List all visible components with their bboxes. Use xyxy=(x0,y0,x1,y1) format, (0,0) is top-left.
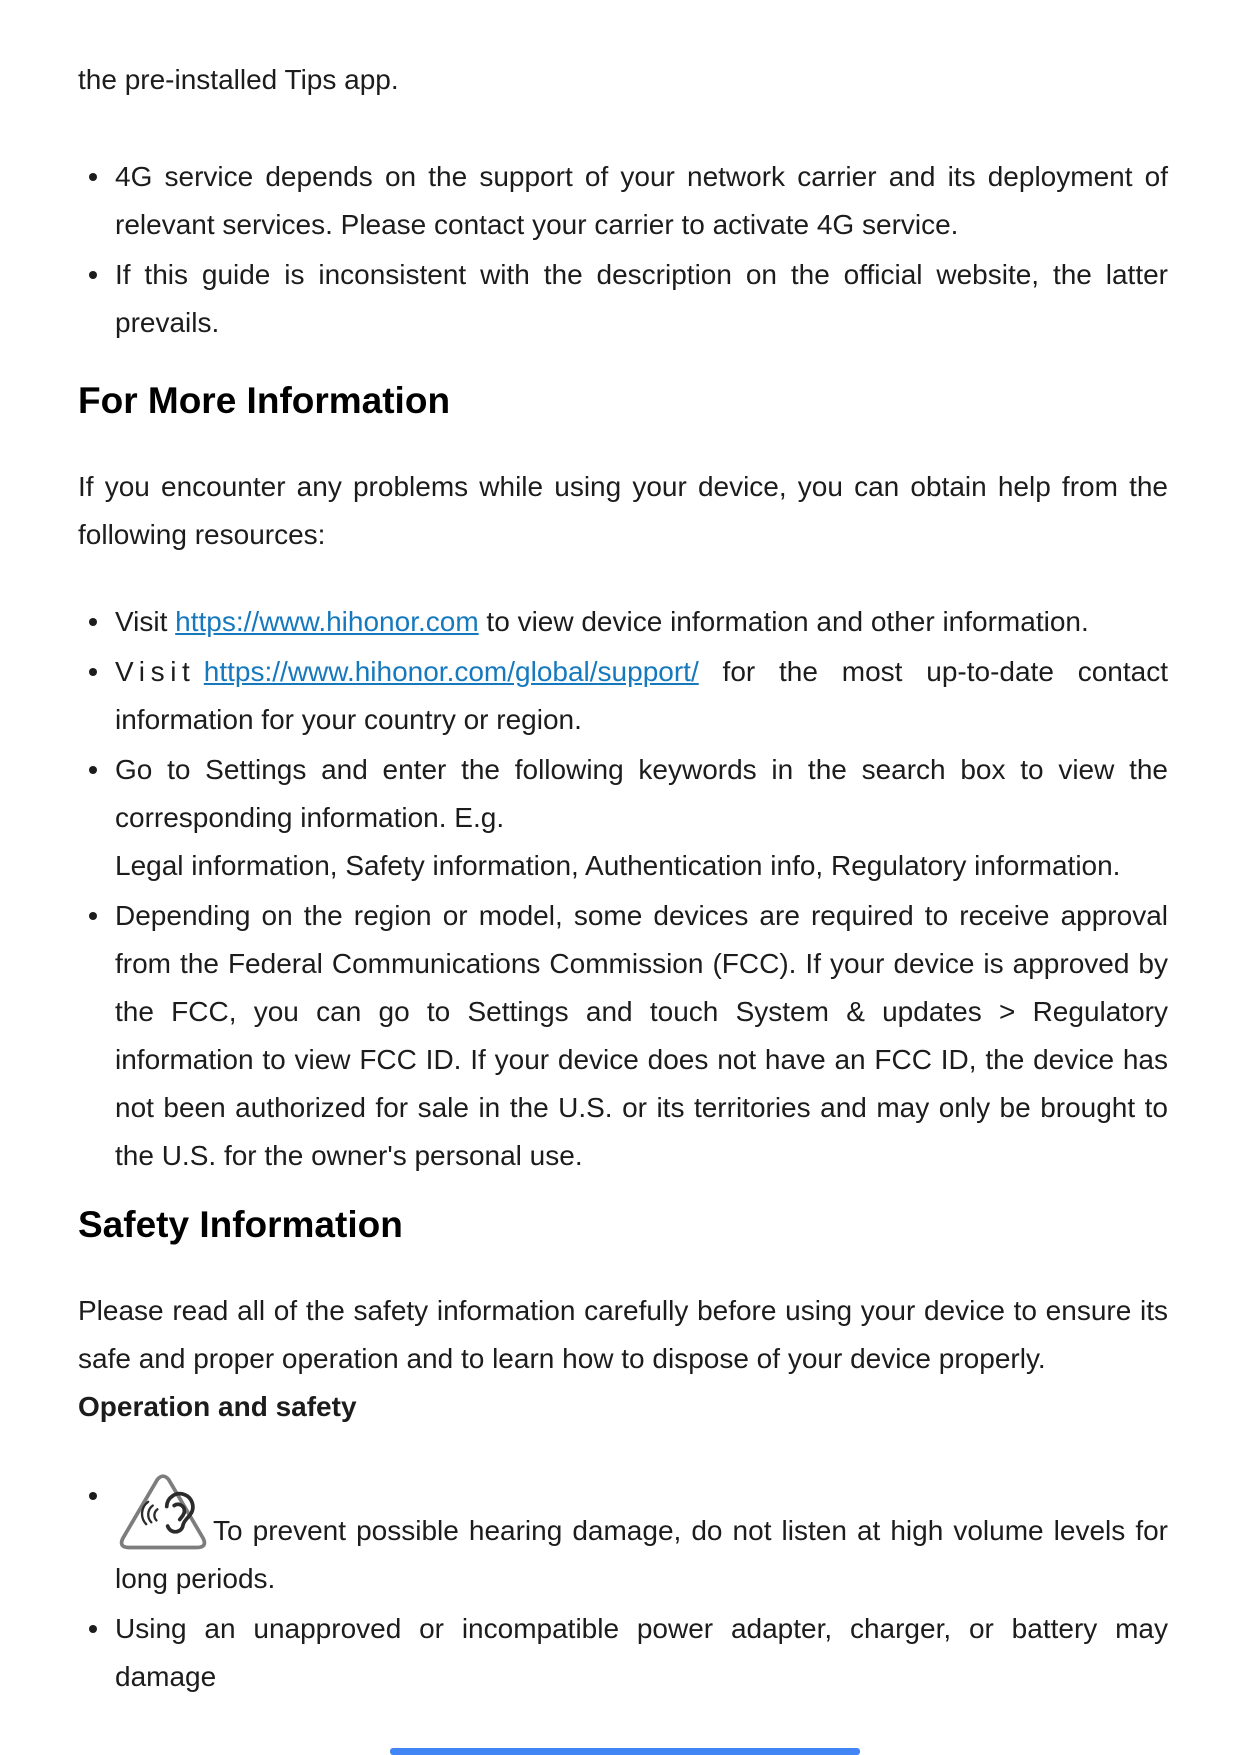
fcc-note-text: Depending on the region or model, some devices are required to receive approval from the Federal Communications Commission (FCC). If your device is approved by the FCC, you can go to Settings and touch System & updates > Regulatory information to view FCC ID. If your device does not have an FCC ID, the device has not been authorized for sale in the U.S. or its territories and may only be brought to the U.S. for the owner's personal use. xyxy=(115,900,1168,1171)
bullet-marker xyxy=(89,271,97,279)
more-info-intro: If you encounter any problems while using your device, you can obtain help from the following resources: xyxy=(78,471,1168,550)
list-item xyxy=(78,892,1168,1180)
hearing-damage-icon xyxy=(115,1472,211,1554)
operation-and-safety-subheading: Operation and safety xyxy=(78,1391,357,1422)
hearing-note-text: To prevent possible hearing damage, do not listen at high volume levels for long periods. xyxy=(115,1515,1168,1594)
list-item xyxy=(78,1605,1168,1701)
visit-support-prefix: Visit xyxy=(115,656,196,687)
visit-site-suffix: to view device information and other information. xyxy=(478,606,1089,637)
notes-list xyxy=(78,153,1168,347)
bullet-marker xyxy=(89,1625,97,1633)
bullet-marker xyxy=(89,1492,97,1500)
bullet-marker xyxy=(89,912,97,920)
power-note-text: Using an unapproved or incompatible power adapter, charger, or battery may damage xyxy=(115,1613,1168,1692)
list-item xyxy=(78,648,1168,744)
bottom-highlight-bar xyxy=(390,1748,860,1755)
hihonor-home-link[interactable]: https://www.hihonor.com xyxy=(175,606,479,637)
list-item xyxy=(78,598,1168,646)
safety-intro: Please read all of the safety information carefully before using your device to ensure its safe and proper operation and to learn how to dispose of your device properly. xyxy=(78,1295,1168,1374)
list-item xyxy=(78,1472,1168,1603)
bullet-marker xyxy=(89,618,97,626)
list-item xyxy=(78,153,1168,249)
intro-text: the pre-installed Tips app. xyxy=(78,64,399,95)
visit-support-suffix: for the most up-to-date contact information for your country or region. xyxy=(115,656,1168,735)
safety-list xyxy=(78,1472,1168,1701)
section-heading-for-more-information: For More Information xyxy=(78,380,451,421)
list-item xyxy=(78,251,1168,347)
hihonor-support-link[interactable]: https://www.hihonor.com/global/support/ xyxy=(203,656,699,687)
bullet-marker xyxy=(89,173,97,181)
bullet-marker xyxy=(89,668,97,676)
search-keywords-text: Go to Settings and enter the following keywords in the search box to view the corresponding information. E.g. xyxy=(115,754,1168,833)
resources-list xyxy=(78,598,1168,1180)
section-heading-safety-information: Safety Information xyxy=(78,1204,403,1245)
search-keywords-examples: Legal information, Safety information, Authentication info, Regulatory information. xyxy=(115,850,1121,881)
list-item xyxy=(78,746,1168,890)
visit-site-prefix: Visit xyxy=(115,606,176,637)
bullet-marker xyxy=(89,766,97,774)
note-text: If this guide is inconsistent with the description on the official website, the latter prevails. xyxy=(115,259,1168,338)
note-text: 4G service depends on the support of your network carrier and its deployment of relevant services. Please contact your carrier to activate 4G service. xyxy=(115,161,1168,240)
